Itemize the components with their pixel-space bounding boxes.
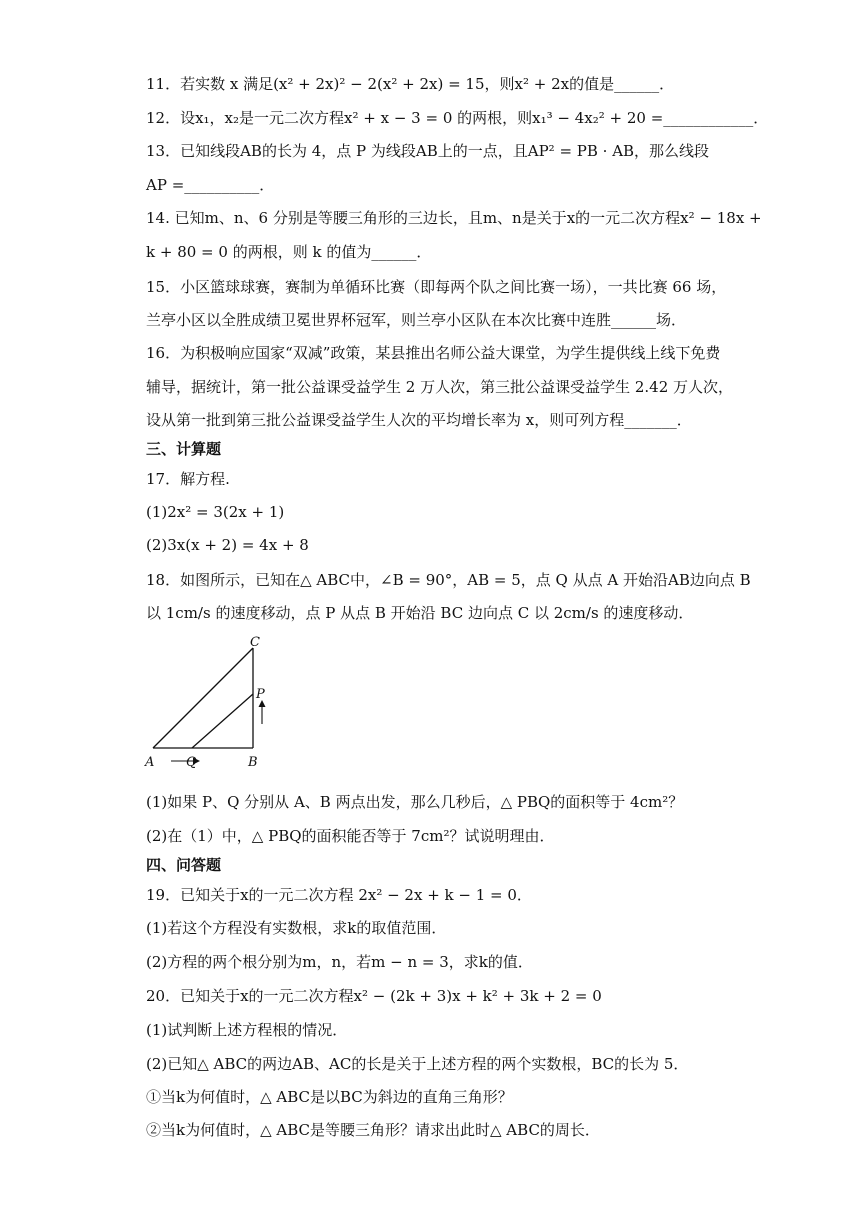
triangle-figure xyxy=(140,632,290,780)
question-11: 11．若实数 x 满足(x² + 2x)² − 2(x² + 2x) = 15，则x² + 2x的值是______． xyxy=(146,75,675,93)
label-b: B xyxy=(248,755,258,770)
question-18-part1: (1)如果 P、Q 分别从 A、B 两点出发，那么几秒后，△ PBQ的面积等于 4cm²？ xyxy=(146,793,684,811)
question-14-line2: k + 80 = 0 的两根，则 k 的值为______． xyxy=(146,243,432,261)
question-19: 19．已知关于x的一元二次方程 2x² − 2x + k − 1 = 0． xyxy=(146,886,532,904)
question-17-part1: (1)2x² = 3(2x + 1) xyxy=(146,503,285,521)
question-18-line2: 以 1cm/s 的速度移动，点 P 从点 B 开始沿 BC 边向点 C 以 2cm/s 的速度移动． xyxy=(146,604,694,622)
label-a: A xyxy=(145,755,155,770)
question-13-line2: AP =__________． xyxy=(146,176,275,194)
question-17: 17．解方程. xyxy=(146,470,230,488)
question-20-part1: (1)试判断上述方程根的情况． xyxy=(146,1021,348,1039)
question-15-line2: 兰亭小区以全胜成绩卫冕世界杯冠军，则兰亭小区队在本次比赛中连胜______场． xyxy=(146,311,687,329)
question-12: 12．设x₁，x₂是一元二次方程x² + x − 3 = 0 的两根，则x₁³ − 4x₂² + 20 =____________． xyxy=(146,109,769,127)
question-18-line1: 18．如图所示，已知在△ ABC中，∠B = 90°，AB = 5，点 Q 从点 A 开始沿AB边向点 B xyxy=(146,571,751,589)
question-16-line2: 辅导，据统计，第一批公益课受益学生 2 万人次，第三批公益课受益学生 2.42 万人次， xyxy=(146,378,734,396)
question-20-part2: (2)已知△ ABC的两边AB、AC的长是关于上述方程的两个实数根，BC的长为 5． xyxy=(146,1055,689,1073)
question-19-part1: (1)若这个方程没有实数根，求k的取值范围． xyxy=(146,919,447,937)
question-18-part2: (2)在（1）中，△ PBQ的面积能否等于 7cm²？试说明理由． xyxy=(146,827,555,845)
label-c: C xyxy=(250,635,260,650)
question-17-part2: (2)3x(x + 2) = 4x + 8 xyxy=(146,536,309,554)
question-20-sub-b: ②当k为何值时，△ ABC是等腰三角形？请求出此时△ ABC的周长． xyxy=(146,1121,600,1139)
segment-ac xyxy=(153,648,253,748)
question-13-line1: 13．已知线段AB的长为 4，点 P 为线段AB上的一点，且AP² = PB · AB，那么线段 xyxy=(146,142,710,160)
segment-pq xyxy=(192,694,253,748)
question-20: 20．已知关于x的一元二次方程x² − (2k + 3)x + k² + 3k + 2 = 0 xyxy=(146,987,602,1005)
label-q: Q xyxy=(186,755,197,770)
question-20-sub-a: ①当k为何值时，△ ABC是以BC为斜边的直角三角形？ xyxy=(146,1088,513,1106)
question-14-line1: 14. 已知m、n、6 分别是等腰三角形的三边长，且m、n是关于x的一元二次方程x² − 18x + xyxy=(146,209,762,227)
question-19-part2: (2)方程的两个根分别为m，n，若m − n = 3，求k的值． xyxy=(146,953,533,971)
section-4-heading: 四、问答题 xyxy=(146,856,222,874)
label-p: P xyxy=(256,687,265,702)
question-15-line1: 15．小区篮球球赛，赛制为单循环比赛（即每两个队之间比赛一场），一共比赛 66 场， xyxy=(146,278,727,296)
question-16-line3: 设从第一批到第三批公益课受益学生人次的平均增长率为 x，则可列方程_______． xyxy=(146,411,692,429)
question-16-line1: 16．为积极响应国家“双减”政策，某县推出名师公益大课堂，为学生提供线上线下免费 xyxy=(146,344,721,362)
section-3-heading: 三、计算题 xyxy=(146,440,222,458)
